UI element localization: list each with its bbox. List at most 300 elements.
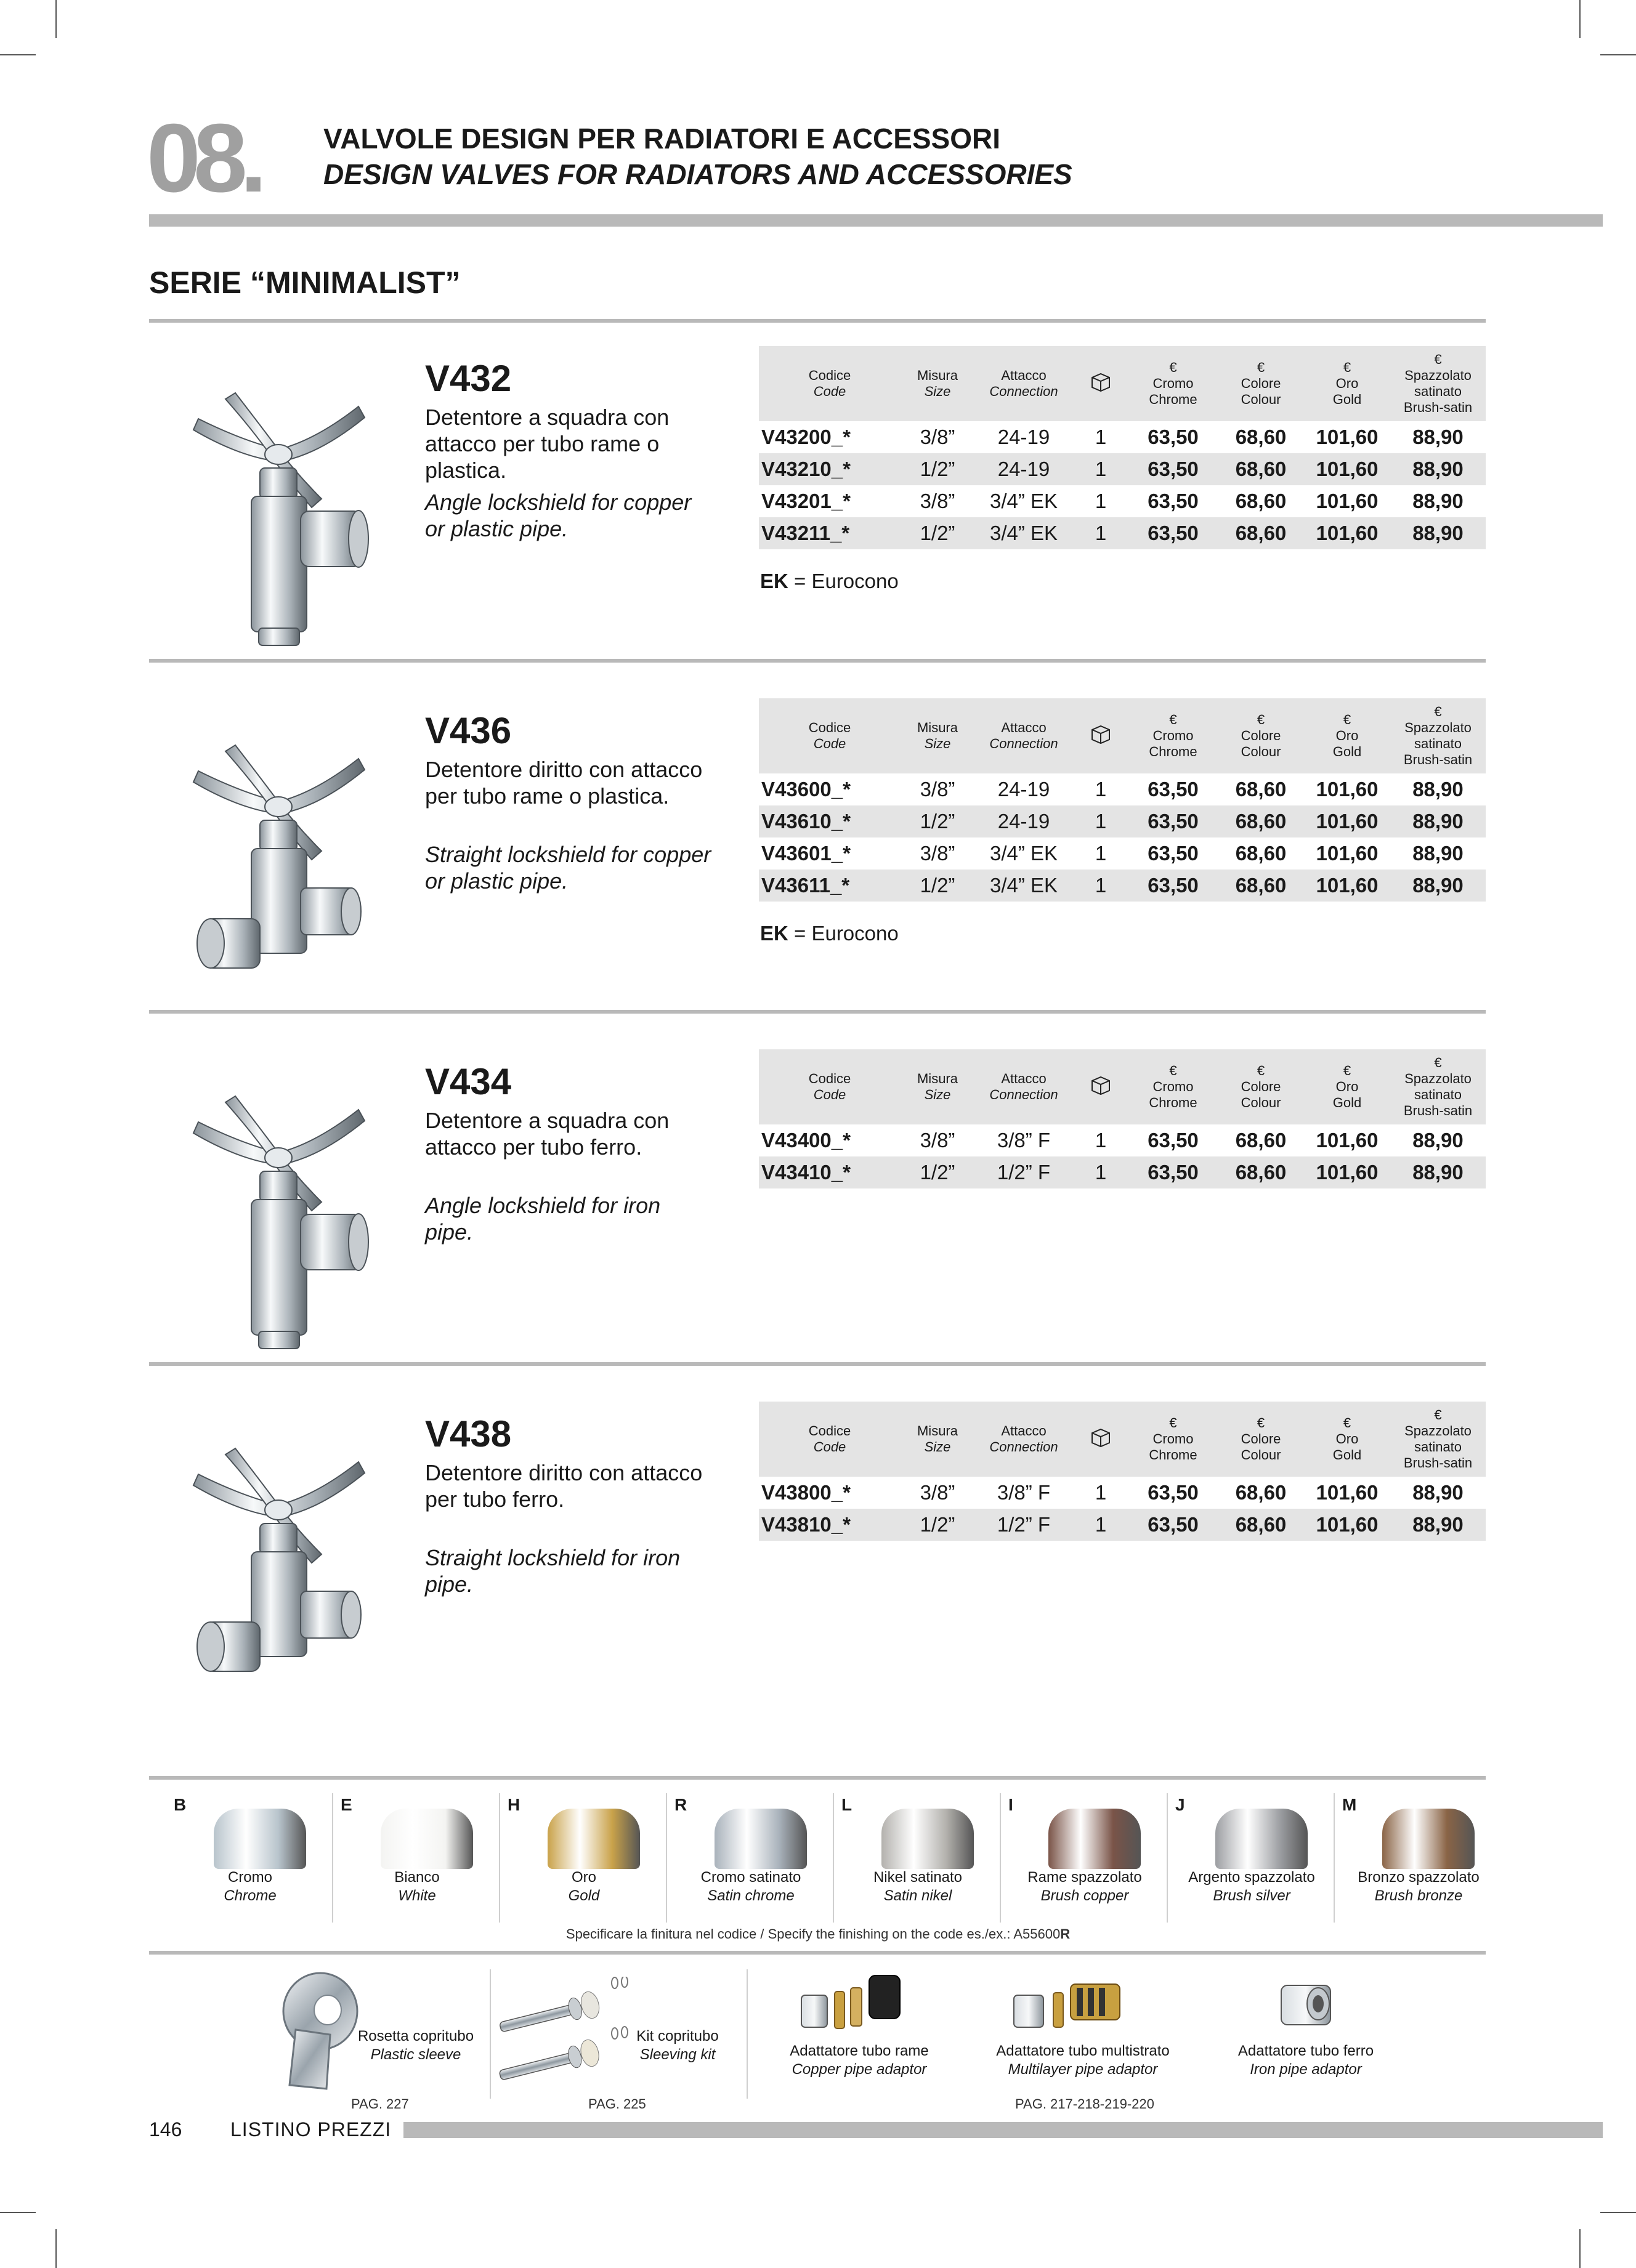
table-cell: 63,50 — [1148, 426, 1199, 448]
accessory-name-en: Iron pipe adaptor — [1250, 2061, 1362, 2078]
currency-symbol: € — [1343, 360, 1351, 375]
crop-mark — [0, 2212, 36, 2213]
table-cell: 63,50 — [1128, 1156, 1218, 1188]
table-cell: 101,60 — [1316, 778, 1379, 801]
table-cell: 1/2” — [901, 517, 974, 549]
table-cell: 101,60 — [1304, 870, 1390, 902]
header-label: Gold — [1332, 1095, 1362, 1110]
accessory-label — [984, 2042, 1181, 2079]
table-cell: 24-19 — [974, 453, 1073, 485]
product-description-it: Detentore a squadra con attacco per tubo rame o plastica. — [425, 405, 670, 483]
accessory-name-it: Adattatore tubo ferro — [1237, 2043, 1374, 2059]
accessory-name-en: Copper pipe adaptor — [792, 2061, 927, 2078]
col-brush-satin — [1390, 1402, 1486, 1477]
header-label: Spazzolato — [1404, 720, 1472, 735]
table-cell: 63,50 — [1128, 1509, 1218, 1541]
table-row — [759, 485, 1486, 517]
header-label: Colour — [1241, 392, 1281, 407]
table-cell: 63,50 — [1128, 870, 1218, 902]
header-label: Spazzolato — [1404, 368, 1472, 383]
table-cell: 24-19 — [974, 805, 1073, 837]
accessory-name-en: Multilayer pipe adaptor — [1008, 2061, 1158, 2078]
section-rule — [149, 1362, 1486, 1366]
header-label: Chrome — [1149, 392, 1197, 407]
divider — [499, 1793, 500, 1923]
finish-note-text: Specificare la finitura nel codice / Specify the finishing on the code es./ex.: A55600 — [565, 1926, 1061, 1942]
table-cell: 101,60 — [1304, 805, 1390, 837]
price-table — [759, 698, 1486, 902]
ek-note — [760, 922, 899, 945]
table-cell: 3/8” — [920, 426, 955, 448]
header-label: Chrome — [1149, 1447, 1197, 1463]
finish-swatch — [1002, 1789, 1167, 1937]
currency-symbol: € — [1257, 1063, 1265, 1078]
header-label: Oro — [1335, 1431, 1359, 1447]
finish-cap-image — [381, 1809, 473, 1869]
table-cell: 1 — [1073, 1156, 1128, 1188]
header-label: Size — [924, 736, 951, 751]
table-cell: V43600_* — [761, 778, 851, 801]
accessory-name-en: Plastic sleeve — [370, 2046, 461, 2063]
accessory-label — [622, 2027, 733, 2064]
col-chrome — [1128, 346, 1218, 421]
header-label: Chrome — [1149, 1095, 1197, 1110]
table-cell: 1/2” — [901, 870, 974, 902]
header-label: Codice — [808, 1071, 851, 1086]
box-icon — [1090, 1427, 1111, 1448]
product-code: V438 — [425, 1413, 512, 1455]
table-cell: 101,60 — [1304, 1509, 1390, 1541]
accessory-label — [770, 2042, 949, 2079]
col-brush-satin — [1390, 698, 1486, 773]
table-cell: 24-19 — [997, 426, 1050, 448]
currency-symbol: € — [1434, 352, 1442, 367]
col-gold — [1304, 346, 1390, 421]
crop-mark — [1579, 2229, 1581, 2268]
finish-name-it: Cromo — [227, 1869, 272, 1886]
table-cell: 3/4” EK — [974, 870, 1073, 902]
table-cell: 24-19 — [997, 778, 1050, 801]
table-cell: 68,60 — [1235, 1481, 1287, 1504]
table-row — [759, 805, 1486, 837]
header-label: Brush-satin — [1403, 400, 1473, 415]
finish-swatch — [334, 1789, 500, 1937]
header-rule — [149, 214, 1603, 227]
finish-name-en: Brush copper — [1040, 1887, 1129, 1904]
price-table — [759, 1402, 1486, 1541]
col-size — [901, 1402, 974, 1477]
table-cell: 68,60 — [1235, 778, 1287, 801]
finish-letter: J — [1175, 1795, 1185, 1814]
valve-image — [186, 1437, 371, 1702]
table-cell: 101,60 — [1316, 490, 1379, 512]
divider — [833, 1793, 834, 1923]
finish-cap-image — [1048, 1809, 1141, 1869]
table-cell: 88,90 — [1390, 1156, 1486, 1188]
table-cell: 63,50 — [1148, 842, 1199, 865]
product-section — [149, 1407, 1486, 1757]
header-label: Code — [813, 1087, 846, 1102]
finish-swatch — [668, 1789, 833, 1937]
footer-label: LISTINO PREZZI — [230, 2118, 392, 2141]
header-label: satinato — [1414, 1087, 1462, 1102]
table-cell: 1 — [1073, 1509, 1128, 1541]
header-label: Chrome — [1149, 744, 1197, 759]
table-row — [759, 421, 1486, 453]
currency-symbol: € — [1169, 360, 1177, 375]
footer-rule — [403, 2122, 1603, 2138]
ek-note — [760, 570, 899, 593]
ek-text: = Eurocono — [788, 570, 899, 592]
chapter-title-it: VALVOLE DESIGN PER RADIATORI E ACCESSORI — [323, 123, 1001, 155]
chapter-title-en: DESIGN VALVES FOR RADIATORS AND ACCESSORIES — [323, 158, 1072, 190]
table-cell: 68,60 — [1218, 805, 1304, 837]
divider — [490, 1969, 491, 2099]
table-cell: 101,60 — [1316, 842, 1379, 865]
header-label: Misura — [917, 1423, 958, 1439]
header-label: Misura — [917, 720, 958, 735]
table-cell: 101,60 — [1316, 426, 1379, 448]
table-cell: 1 — [1095, 426, 1107, 448]
table-cell: 88,90 — [1412, 1481, 1464, 1504]
table-cell: 101,60 — [1304, 453, 1390, 485]
col-colour — [1218, 698, 1304, 773]
table-cell: 101,60 — [1316, 1481, 1379, 1504]
finish-name-en: Brush silver — [1213, 1887, 1290, 1904]
table-cell: V43611_* — [759, 870, 901, 902]
header-label: Colore — [1241, 728, 1281, 743]
col-code — [759, 698, 901, 773]
table-cell: 68,60 — [1235, 490, 1287, 512]
table-cell: 88,90 — [1412, 842, 1464, 865]
box-icon — [1090, 371, 1111, 392]
currency-symbol: € — [1257, 1415, 1265, 1431]
product-description-it: Detentore diritto con attacco per tubo rame o plastica. — [425, 757, 703, 809]
currency-symbol: € — [1257, 712, 1265, 727]
finish-cap-image — [715, 1809, 807, 1869]
header-label: Colour — [1241, 1447, 1281, 1463]
chapter-number: 08. — [147, 104, 260, 212]
table-row — [759, 1509, 1486, 1541]
header-label: Brush-satin — [1403, 1455, 1473, 1471]
multilayer-adaptor-image — [1010, 1969, 1146, 2037]
header-label: Codice — [808, 368, 851, 383]
table-cell: 1 — [1073, 453, 1128, 485]
currency-symbol: € — [1343, 1415, 1351, 1431]
header-label: Oro — [1335, 728, 1359, 743]
series-title: SERIE “MINIMALIST” — [149, 265, 461, 300]
table-cell: 101,60 — [1316, 1129, 1379, 1152]
table-cell: 1 — [1073, 805, 1128, 837]
table-cell: 88,90 — [1390, 517, 1486, 549]
header-label: Code — [813, 384, 846, 399]
valve-image — [186, 734, 371, 999]
table-row — [759, 453, 1486, 485]
table-cell: 63,50 — [1148, 490, 1199, 512]
header-label: satinato — [1414, 1439, 1462, 1455]
header-label: Misura — [917, 1071, 958, 1086]
col-chrome — [1128, 698, 1218, 773]
product-description-it: Detentore diritto con attacco per tubo ferro. — [425, 1460, 703, 1512]
crop-mark — [1600, 2212, 1636, 2213]
col-pack — [1073, 346, 1128, 421]
finish-note-suffix: R — [1060, 1926, 1071, 1942]
table-cell: 68,60 — [1218, 517, 1304, 549]
divider — [332, 1793, 333, 1923]
table-cell: 63,50 — [1128, 517, 1218, 549]
header-label: Colour — [1241, 1095, 1281, 1110]
table-cell: 88,90 — [1412, 778, 1464, 801]
table-cell: 68,60 — [1218, 870, 1304, 902]
table-cell: V43210_* — [759, 453, 901, 485]
table-row — [759, 837, 1486, 870]
header-label: Code — [813, 736, 846, 751]
col-brush-satin — [1390, 346, 1486, 421]
header-label: Gold — [1332, 1447, 1362, 1463]
table-cell: 1 — [1095, 1481, 1107, 1504]
finish-cap-image — [881, 1809, 974, 1869]
finish-swatch — [501, 1789, 666, 1937]
table-cell: V43410_* — [759, 1156, 901, 1188]
col-gold — [1304, 1049, 1390, 1124]
header-label: Colore — [1241, 1431, 1281, 1447]
iron-adaptor-image — [1273, 1973, 1340, 2035]
table-cell: 1/2” — [901, 1509, 974, 1541]
product-description-en: Straight lockshield for copper or plastic pipe. — [425, 842, 711, 894]
finish-name-it: Nikel satinato — [873, 1869, 963, 1886]
col-size — [901, 698, 974, 773]
table-cell: 1/2” — [901, 805, 974, 837]
currency-symbol: € — [1257, 360, 1265, 375]
finish-swatch — [1169, 1789, 1334, 1937]
col-connection — [974, 1049, 1073, 1124]
header-label: Colore — [1241, 376, 1281, 391]
accessory-label — [345, 2027, 487, 2064]
crop-mark — [1600, 54, 1636, 55]
table-cell: 68,60 — [1218, 1509, 1304, 1541]
table-cell: 63,50 — [1148, 1481, 1199, 1504]
header-label: Attacco — [1001, 1423, 1047, 1439]
finishes-rule — [149, 1776, 1486, 1780]
col-colour — [1218, 1049, 1304, 1124]
header-label: Gold — [1332, 392, 1362, 407]
page-number: 146 — [149, 2118, 182, 2141]
header-label: Colore — [1241, 1079, 1281, 1094]
col-chrome — [1128, 1049, 1218, 1124]
col-pack — [1073, 1049, 1128, 1124]
ek-abbr: EK — [760, 570, 788, 592]
header-label: Colour — [1241, 744, 1281, 759]
finish-letter: E — [341, 1795, 352, 1814]
table-cell: V43601_* — [761, 842, 851, 865]
col-gold — [1304, 698, 1390, 773]
page-ref: PAG. 225 — [588, 2096, 646, 2112]
product-description-it: Detentore a squadra con attacco per tubo ferro. — [425, 1108, 670, 1160]
price-table — [759, 346, 1486, 549]
table-cell: 88,90 — [1390, 870, 1486, 902]
valve-image — [186, 1085, 371, 1350]
finish-note — [0, 1926, 1636, 1942]
divider — [747, 1969, 748, 2099]
table-cell: V43200_* — [761, 426, 851, 448]
header-label: Codice — [808, 720, 851, 735]
divider — [1334, 1793, 1335, 1923]
finish-name-it: Oro — [571, 1869, 596, 1886]
header-label: Codice — [808, 1423, 851, 1439]
table-cell: 1/2” F — [974, 1156, 1073, 1188]
finish-letter: M — [1342, 1795, 1357, 1814]
table-cell: 1 — [1095, 490, 1107, 512]
table-cell: 3/4” EK — [989, 490, 1058, 512]
col-code — [759, 1049, 901, 1124]
table-cell: 1/2” F — [974, 1509, 1073, 1541]
header-label: Cromo — [1152, 1079, 1194, 1094]
copper-adaptor-image — [798, 1969, 927, 2037]
col-gold — [1304, 1402, 1390, 1477]
header-label: Connection — [989, 1087, 1058, 1102]
accessory-name-it: Rosetta copritubo — [357, 2028, 474, 2044]
ek-text: = Eurocono — [788, 922, 899, 945]
currency-symbol: € — [1434, 1055, 1442, 1070]
currency-symbol: € — [1169, 1415, 1177, 1431]
finish-name-en: Gold — [568, 1887, 600, 1904]
currency-symbol: € — [1343, 1063, 1351, 1078]
header-label: Misura — [917, 368, 958, 383]
table-cell: 88,90 — [1390, 1509, 1486, 1541]
col-connection — [974, 698, 1073, 773]
col-code — [759, 1402, 901, 1477]
table-cell: 1 — [1073, 870, 1128, 902]
header-label: Oro — [1335, 376, 1359, 391]
currency-symbol: € — [1434, 1407, 1442, 1423]
product-code: V436 — [425, 710, 512, 751]
finish-name-it: Bronzo spazzolato — [1358, 1869, 1480, 1886]
table-cell: 101,60 — [1304, 517, 1390, 549]
table-row — [759, 1156, 1486, 1188]
finish-letter: R — [674, 1795, 687, 1814]
product-description-en: Angle lockshield for iron pipe. — [425, 1193, 661, 1245]
table-cell: 63,50 — [1148, 778, 1199, 801]
finish-letter: B — [174, 1795, 187, 1814]
finish-name-en: Chrome — [224, 1887, 277, 1904]
header-label: Brush-satin — [1403, 1103, 1473, 1118]
header-label: Connection — [989, 1439, 1058, 1455]
table-cell: 1 — [1095, 1129, 1107, 1152]
table-cell: V43810_* — [759, 1509, 901, 1541]
col-brush-satin — [1390, 1049, 1486, 1124]
finish-cap-image — [1382, 1809, 1475, 1869]
table-cell: 68,60 — [1235, 426, 1287, 448]
table-cell: 63,50 — [1128, 453, 1218, 485]
product-code: V434 — [425, 1061, 512, 1102]
table-cell: 1 — [1095, 842, 1107, 865]
page-ref: PAG. 217-218-219-220 — [1015, 2096, 1154, 2112]
table-cell: 3/8” — [920, 1481, 955, 1504]
table-cell: 63,50 — [1148, 1129, 1199, 1152]
section-rule — [149, 659, 1486, 663]
col-pack — [1073, 698, 1128, 773]
section-rule — [149, 319, 1486, 323]
accessory-name-en: Sleeving kit — [639, 2046, 716, 2063]
table-cell: 68,60 — [1235, 1129, 1287, 1152]
finish-name-en: Brush bronze — [1374, 1887, 1463, 1904]
table-cell: 3/4” EK — [989, 842, 1058, 865]
header-label: Attacco — [1001, 720, 1047, 735]
table-cell: 3/4” EK — [974, 517, 1073, 549]
col-chrome — [1128, 1402, 1218, 1477]
table-cell: 3/8” — [920, 842, 955, 865]
col-colour — [1218, 1402, 1304, 1477]
col-pack — [1073, 1402, 1128, 1477]
header-label: Code — [813, 1439, 846, 1455]
table-row — [759, 870, 1486, 902]
finish-cap-image — [548, 1809, 640, 1869]
finish-letter: H — [508, 1795, 520, 1814]
table-cell: 88,90 — [1412, 426, 1464, 448]
divider — [1167, 1793, 1168, 1923]
table-cell: 88,90 — [1412, 490, 1464, 512]
currency-symbol: € — [1169, 712, 1177, 727]
product-code: V432 — [425, 358, 512, 399]
table-cell: 68,60 — [1235, 842, 1287, 865]
table-cell: 3/8” F — [997, 1481, 1051, 1504]
crop-mark — [55, 2229, 57, 2268]
col-size — [901, 1049, 974, 1124]
header-label: satinato — [1414, 736, 1462, 751]
header-label: satinato — [1414, 384, 1462, 399]
finish-name-it: Rame spazzolato — [1027, 1869, 1142, 1886]
table-cell: 1 — [1073, 517, 1128, 549]
currency-symbol: € — [1434, 704, 1442, 719]
table-row — [759, 773, 1486, 805]
header-label: Attacco — [1001, 1071, 1047, 1086]
header-label: Spazzolato — [1404, 1423, 1472, 1439]
header-label: Connection — [989, 736, 1058, 751]
header-label: Cromo — [1152, 376, 1194, 391]
ek-abbr: EK — [760, 922, 788, 945]
table-cell: 68,60 — [1218, 453, 1304, 485]
table-cell: V43400_* — [761, 1129, 851, 1152]
header-label: Size — [924, 1087, 951, 1102]
finish-letter: L — [841, 1795, 852, 1814]
table-cell: 1/2” — [901, 1156, 974, 1188]
table-cell: V43201_* — [761, 490, 851, 512]
currency-symbol: € — [1169, 1063, 1177, 1078]
table-cell: 101,60 — [1304, 1156, 1390, 1188]
header-label: Gold — [1332, 744, 1362, 759]
finish-name-en: White — [398, 1887, 436, 1904]
finish-name-it: Cromo satinato — [700, 1869, 801, 1886]
product-description-en: Angle lockshield for copper or plastic pipe. — [425, 490, 692, 541]
finish-cap-image — [214, 1809, 306, 1869]
accessory-name-it: Kit copritubo — [636, 2028, 719, 2044]
finish-name-it: Bianco — [394, 1869, 440, 1886]
finish-name-en: Satin chrome — [707, 1887, 795, 1904]
finish-swatch — [168, 1789, 333, 1937]
finish-cap-image — [1215, 1809, 1308, 1869]
table-cell: V43800_* — [761, 1481, 851, 1504]
table-cell: 3/8” — [920, 490, 955, 512]
crop-mark — [0, 54, 36, 55]
header-label: Cromo — [1152, 1431, 1194, 1447]
header-label: Spazzolato — [1404, 1071, 1472, 1086]
finish-swatch — [835, 1789, 1000, 1937]
table-cell: 88,90 — [1412, 1129, 1464, 1152]
accessory-label — [1213, 2042, 1398, 2079]
divider — [1000, 1793, 1001, 1923]
table-cell: 88,90 — [1390, 453, 1486, 485]
table-cell: 3/8” — [920, 1129, 955, 1152]
